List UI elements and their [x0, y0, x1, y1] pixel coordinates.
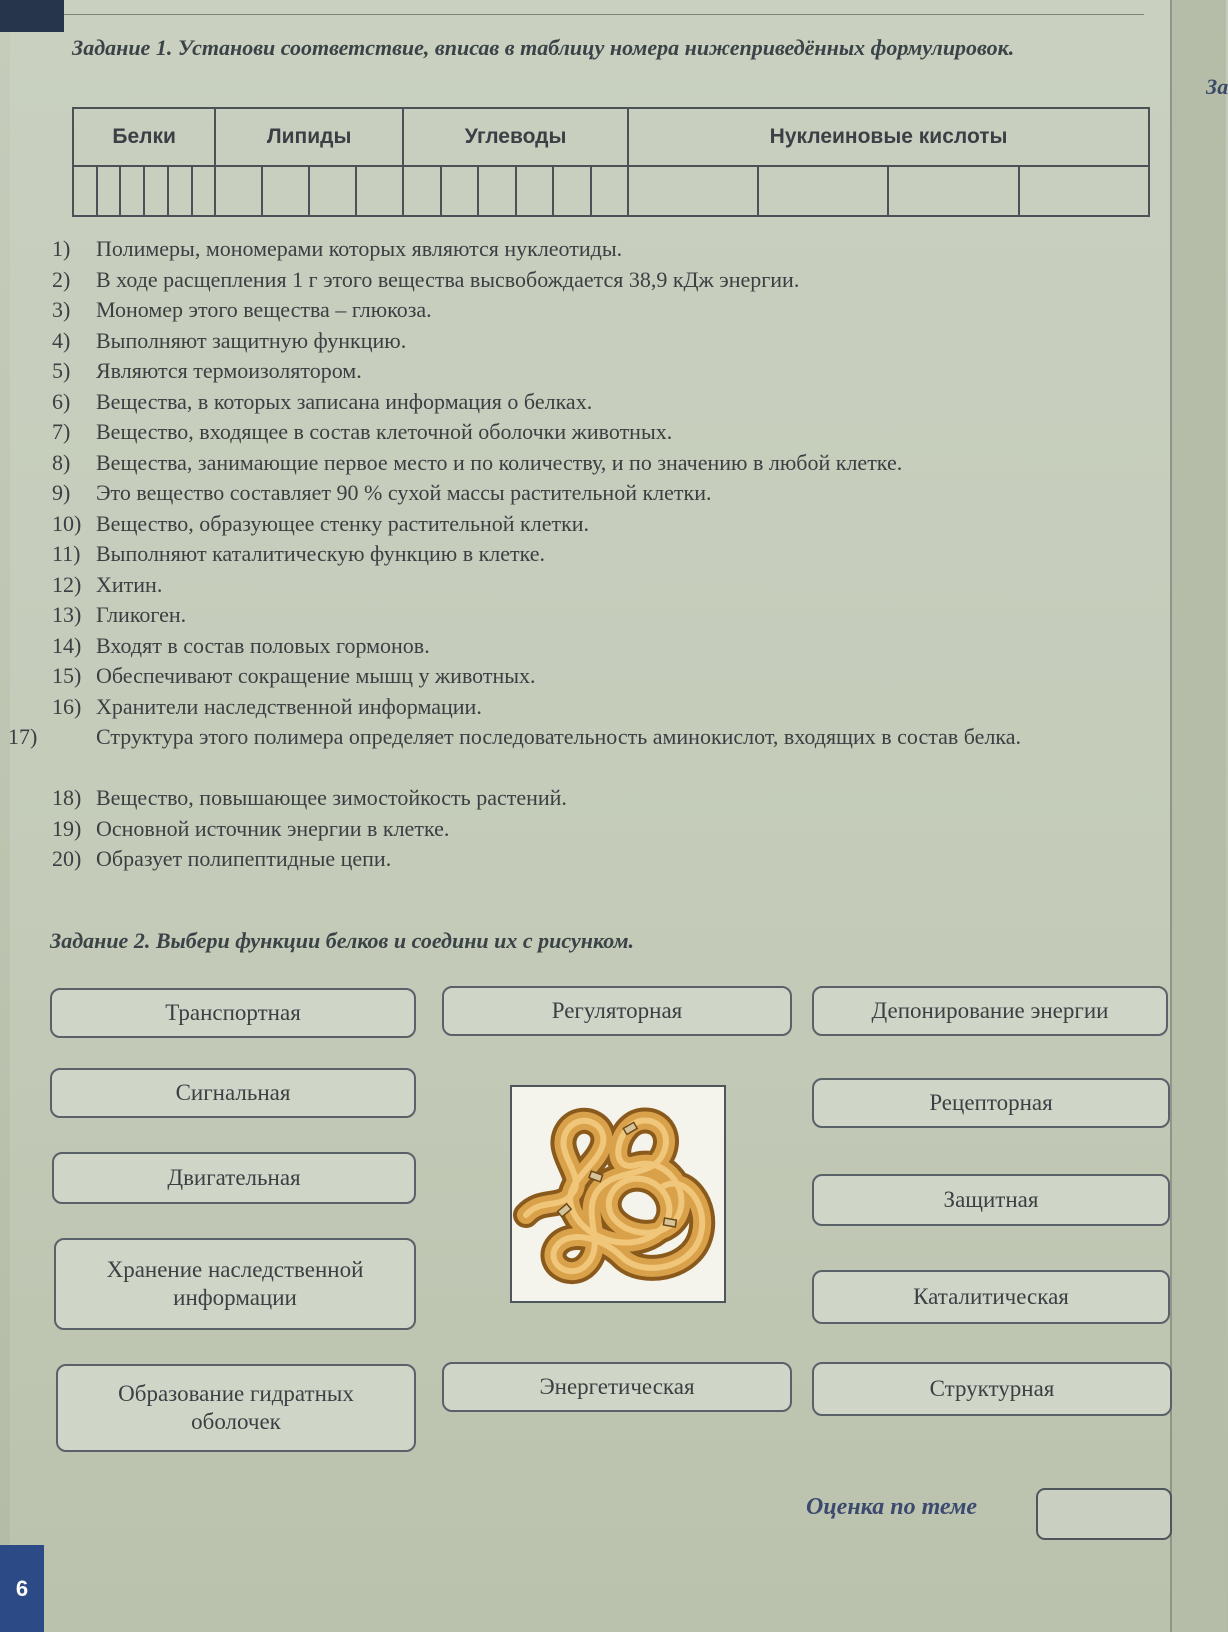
list-item: 1) Полимеры, мономерами которых являются нуклеотиды. — [52, 236, 623, 261]
answer-table — [72, 107, 1150, 217]
top-frame — [64, 0, 1144, 15]
answer-cell[interactable] — [478, 166, 516, 216]
answer-cell[interactable] — [591, 166, 629, 216]
list-item: 3) Мономер этого вещества – глюкоза. — [52, 297, 432, 322]
list-item: 7) Вещество, входящее в состав клеточной оболочки животных. — [52, 419, 673, 444]
list-item: 6) Вещества, в которых записана информация о белках. — [52, 388, 593, 414]
answer-cell[interactable] — [403, 166, 441, 216]
statements-list — [8, 234, 1162, 875]
grade-input-box[interactable] — [1036, 1488, 1172, 1540]
list-item: 17) Структура этого полимера определяет последовательность аминокислот, входящих в состав белка. — [8, 724, 1022, 749]
answer-cell[interactable] — [1019, 166, 1149, 216]
list-item: 12) Хитин. — [52, 571, 163, 597]
function-signal-box[interactable]: Сигнальная — [50, 1068, 416, 1118]
answer-cell[interactable] — [97, 166, 121, 216]
column-header-lipids: Липиды — [215, 108, 403, 166]
protein-molecule-drawing — [512, 1087, 724, 1301]
column-header-carbohydrates: Углеводы — [403, 108, 628, 166]
answer-cell[interactable] — [168, 166, 192, 216]
function-transport-box[interactable]: Транспортная — [50, 988, 416, 1038]
function-hydration-box[interactable]: Образование гидратных оболочек — [56, 1364, 416, 1452]
answer-cell[interactable] — [516, 166, 554, 216]
grade-label: Оценка по теме — [806, 1494, 978, 1520]
list-item: 16) Хранители наследственной информации. — [52, 693, 482, 719]
list-item: 9) Это вещество составляет 90 % сухой массы растительной клетки. — [52, 480, 712, 505]
answer-cell[interactable] — [888, 166, 1018, 216]
function-energy-storage-box[interactable]: Депонирование энергии — [812, 986, 1168, 1036]
list-item: 14) Входят в состав половых гормонов. — [52, 632, 430, 658]
protein-molecule-icon[interactable] — [510, 1085, 726, 1303]
column-header-proteins: Белки — [73, 108, 215, 166]
list-item: 15) Обеспечивают сокращение мышц у животных. — [52, 663, 536, 688]
answer-cell[interactable] — [758, 166, 888, 216]
answer-cell[interactable] — [144, 166, 168, 216]
function-motor-box[interactable]: Двигательная — [52, 1152, 416, 1204]
answer-row — [73, 166, 1149, 216]
answer-cell[interactable] — [553, 166, 591, 216]
list-item: 5) Являются термоизолятором. — [52, 358, 362, 383]
list-item: 2) В ходе расщепления 1 г этого вещества высвобождается 38,9 кДж энергии. — [52, 266, 800, 292]
answer-cell[interactable] — [262, 166, 309, 216]
function-heredity-box[interactable]: Хранение наследственной информации — [54, 1238, 416, 1330]
answer-cell[interactable] — [192, 166, 216, 216]
list-item: 11) Выполняют каталитическую функцию в клетке. — [52, 541, 546, 566]
task1-title: Задание 1. Установи соответствие, вписав в таблицу номера нижеприведённых формулировок. — [72, 35, 1015, 60]
list-item: 13) Гликоген. — [52, 602, 187, 627]
answer-cell[interactable] — [309, 166, 356, 216]
function-receptor-box[interactable]: Рецепторная — [812, 1078, 1170, 1128]
answer-cell[interactable] — [215, 166, 262, 216]
next-page-edge: За — [1170, 0, 1226, 1632]
answer-cell[interactable] — [356, 166, 403, 216]
list-item: 18) Вещество, повышающее зимостойкость растений. — [52, 785, 567, 810]
list-item: 20) Образует полипептидные цепи. — [52, 846, 392, 871]
task2-title: Задание 2. Выбери функции белков и соедини их с рисунком. — [50, 928, 635, 953]
top-color-bar — [0, 0, 64, 32]
column-header-nucleic-acids: Нуклеиновые кислоты — [628, 108, 1149, 166]
list-item: 10) Вещество, образующее стенку растительной клетки. — [52, 510, 590, 536]
function-catalytic-box[interactable]: Каталитическая — [812, 1270, 1170, 1324]
function-regulatory-box[interactable]: Регуляторная — [442, 986, 792, 1036]
list-item: 19) Основной источник энергии в клетке. — [52, 815, 450, 841]
answer-cell[interactable] — [441, 166, 479, 216]
page-number: 6 — [0, 1545, 44, 1632]
function-energetic-box[interactable]: Энергетическая — [442, 1362, 792, 1412]
function-structural-box[interactable]: Структурная — [812, 1362, 1172, 1416]
answer-cell[interactable] — [628, 166, 758, 216]
list-item: 4) Выполняют защитную функцию. — [52, 327, 407, 353]
function-protective-box[interactable]: Защитная — [812, 1174, 1170, 1226]
answer-cell[interactable] — [120, 166, 144, 216]
answer-cell[interactable] — [73, 166, 97, 216]
list-item: 8) Вещества, занимающие первое место и по количеству, и по значению в любой клетке. — [52, 449, 903, 475]
